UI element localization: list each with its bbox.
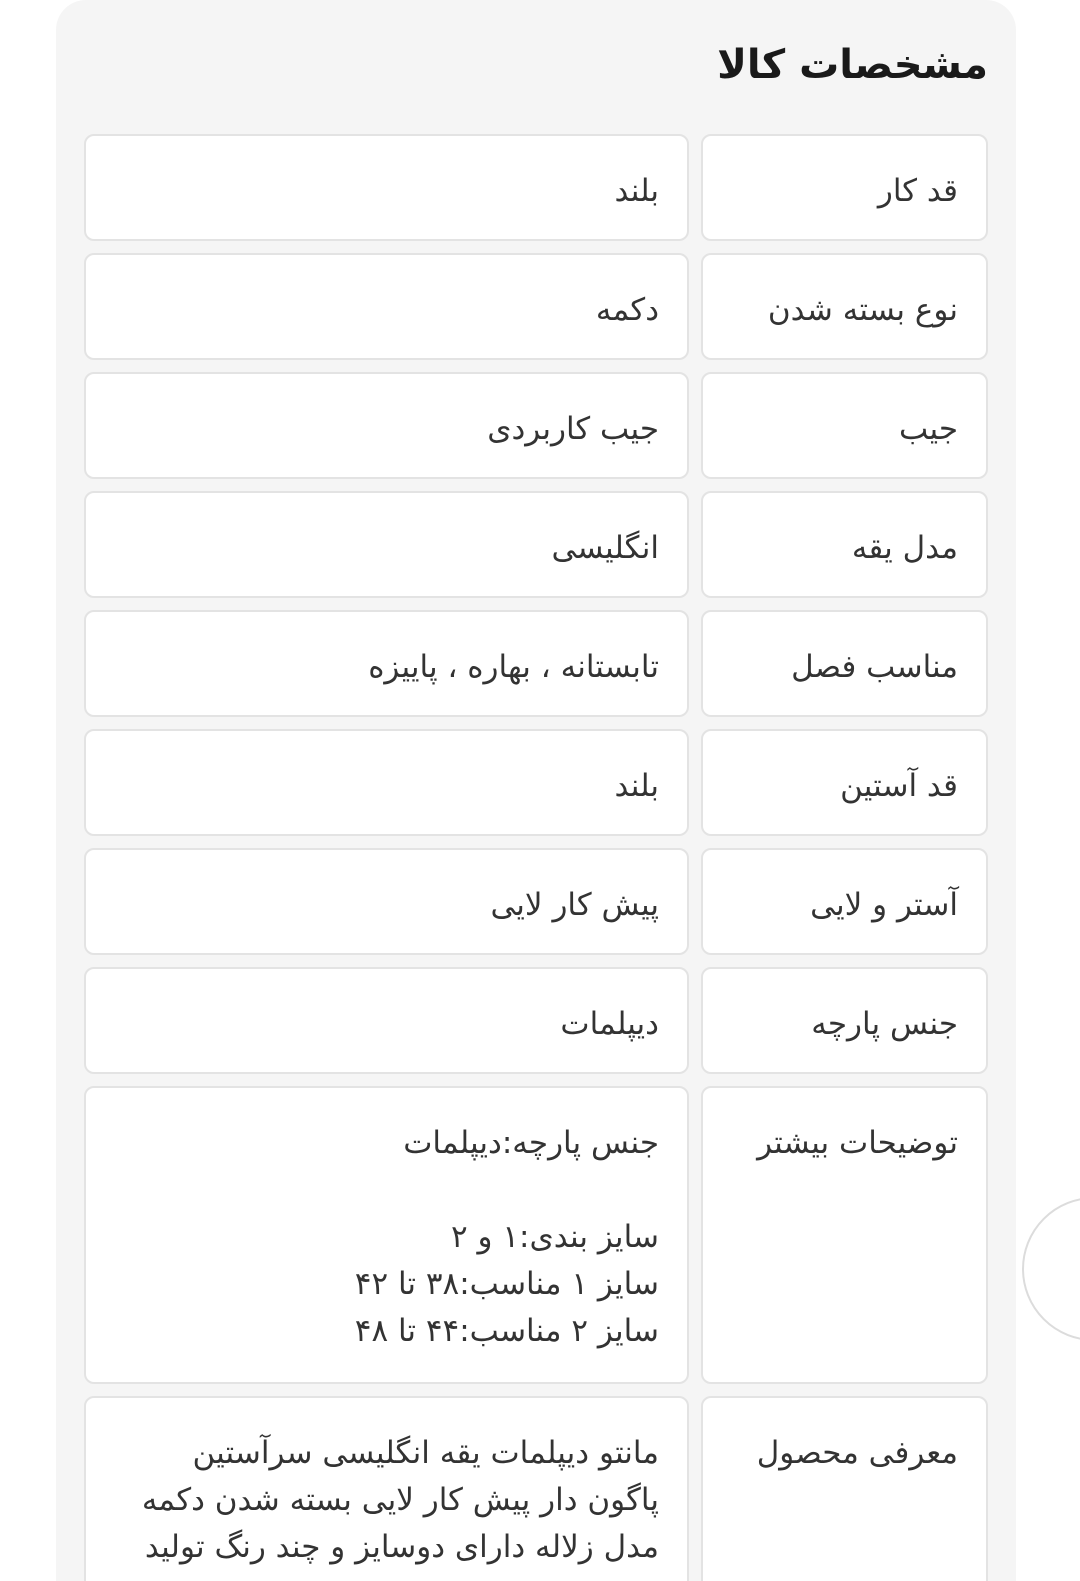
section-title: مشخصات کالا bbox=[717, 42, 988, 88]
spec-value: جنس پارچه:دیپلمات سایز بندی:۱ و ۲ سایز ۱ مناسب:۳۸ تا ۴۲ سایز ۲ مناسب:۴۴ تا ۴۸ bbox=[84, 1086, 689, 1384]
floating-circle-button[interactable] bbox=[1022, 1197, 1080, 1341]
spec-value: دیپلمات bbox=[84, 967, 689, 1074]
spec-row-length bbox=[84, 134, 988, 241]
spec-label: مناسب فصل bbox=[701, 610, 988, 717]
spec-label: قد کار bbox=[701, 134, 988, 241]
spec-value: جیب کاربردی bbox=[84, 372, 689, 479]
spec-row-pocket bbox=[84, 372, 988, 479]
spec-row-collar bbox=[84, 491, 988, 598]
spec-label: توضیحات بیشتر bbox=[701, 1086, 988, 1384]
spec-row-product-intro bbox=[84, 1396, 988, 1581]
spec-row-closure-type bbox=[84, 253, 988, 360]
spec-row-season bbox=[84, 610, 988, 717]
spec-value: انگلیسی bbox=[84, 491, 689, 598]
product-specs-card bbox=[56, 0, 1016, 1581]
spec-label: مدل یقه bbox=[701, 491, 988, 598]
spec-label: معرفی محصول bbox=[701, 1396, 988, 1581]
spec-row-fabric bbox=[84, 967, 988, 1074]
spec-value: مانتو دیپلمات یقه انگلیسی سرآستین پاگون دار پیش کار لایی بسته شدن دکمه مدل زلاله دارای دوسایز و چند رنگ تولید bbox=[84, 1396, 689, 1581]
spec-label: جنس پارچه bbox=[701, 967, 988, 1074]
spec-row-lining bbox=[84, 848, 988, 955]
spec-list bbox=[84, 134, 988, 1581]
spec-label: نوع بسته شدن bbox=[701, 253, 988, 360]
spec-label: قد آستین bbox=[701, 729, 988, 836]
spec-label: آستر و لایی bbox=[701, 848, 988, 955]
spec-value: تابستانه ، بهاره ، پاییزه bbox=[84, 610, 689, 717]
spec-value: بلند bbox=[84, 729, 689, 836]
spec-value: بلند bbox=[84, 134, 689, 241]
spec-value: دکمه bbox=[84, 253, 689, 360]
spec-row-more-details bbox=[84, 1086, 988, 1384]
spec-value: پیش کار لایی bbox=[84, 848, 689, 955]
spec-label: جیب bbox=[701, 372, 988, 479]
spec-row-sleeve-length bbox=[84, 729, 988, 836]
